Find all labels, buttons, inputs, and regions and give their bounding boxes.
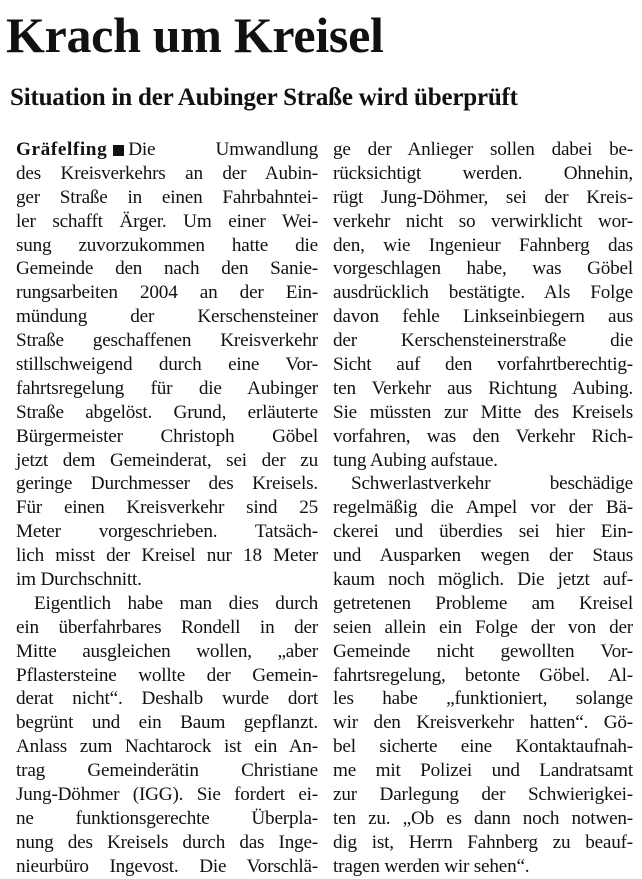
text-line: trag Gemeinderätin Christiane bbox=[16, 760, 318, 782]
text-line: vorfahren, was den Verkehr Rich- bbox=[333, 425, 633, 447]
text-line: der Kerschensteinerstraße die bbox=[333, 330, 633, 352]
text-line: Für einen Kreisverkehr sind 25 bbox=[16, 497, 318, 519]
text-line: rücksichtigt werden. Ohnehin, bbox=[333, 162, 633, 184]
text-line: bel sicherte eine Kontaktaufnah- bbox=[333, 736, 633, 758]
text-line: derat nicht“. Deshalb wurde dort bbox=[16, 688, 318, 710]
first-line bbox=[16, 138, 318, 162]
text-line: nieurbüro Ingevost. Die Vorschlä- bbox=[16, 855, 318, 877]
text-line: kaum noch möglich. Die jetzt auf- bbox=[333, 569, 633, 591]
text-line: ten zu. „Ob es dann noch notwen- bbox=[333, 807, 633, 829]
text-line: Bürgermeister Christoph Göbel bbox=[16, 425, 318, 447]
text-line: ler schafft Ärger. Um einer Wei- bbox=[16, 210, 318, 232]
text-line: fahrtsregelung, betonte Göbel. Al- bbox=[333, 664, 633, 686]
text-line: jetzt dem Gemeinderat, sei der zu bbox=[16, 449, 318, 471]
dateline: Gräfelfing bbox=[16, 139, 108, 160]
text-line: Pflastersteine wollte der Gemein- bbox=[16, 664, 318, 686]
text-line: ger Straße in einen Fahrbahntei- bbox=[16, 186, 318, 208]
subheadline: Situation in der Aubinger Straße wird überprüft bbox=[10, 84, 518, 111]
first-line-text: Die Umwandlung bbox=[128, 139, 318, 160]
headline: Krach um Kreisel bbox=[6, 7, 384, 63]
text-line: vorgeschlagen habe, was Göbel bbox=[333, 258, 633, 280]
text-line: begrünt und ein Baum gepflanzt. bbox=[16, 712, 318, 734]
text-line: Eigentlich habe man dies durch bbox=[34, 592, 318, 614]
text-line: Anlass zum Nachtarock ist ein An- bbox=[16, 736, 318, 758]
text-line: ckerei und überdies sei hier Ein- bbox=[333, 521, 633, 543]
left-column-lines bbox=[16, 162, 318, 879]
right-column bbox=[333, 138, 633, 879]
text-line: Mitte ausgleichen wollen, „aber bbox=[16, 640, 318, 662]
text-line: seien allein ein Folge der von der bbox=[333, 616, 633, 638]
right-column-lines bbox=[333, 138, 633, 879]
text-line: davon fehle Linkseinbiegern aus bbox=[333, 306, 633, 328]
text-line: regelmäßig die Ampel vor der Bä- bbox=[333, 497, 633, 519]
text-line: Straße geschaffenen Kreisverkehr bbox=[16, 330, 318, 352]
text-line: im Durchschnitt. bbox=[16, 569, 142, 591]
text-line: stillschweigend durch eine Vor- bbox=[16, 354, 318, 376]
text-line: und Ausparken wegen der Staus bbox=[333, 545, 633, 567]
text-line: sung zuvorzukommen hatte die bbox=[16, 234, 318, 256]
text-line: getretenen Probleme am Kreisel bbox=[333, 592, 633, 614]
text-line: ne funktionsgerechte Überpla- bbox=[16, 807, 318, 829]
text-line: des Kreisverkehrs an der Aubin- bbox=[16, 162, 318, 184]
text-line: wir den Kreisverkehr hatten“. Gö- bbox=[333, 712, 633, 734]
text-line: me mit Polizei und Landratsamt bbox=[333, 760, 633, 782]
text-line: dig ist, Herrn Fahnberg zu beauf- bbox=[333, 831, 633, 853]
left-column bbox=[16, 138, 318, 879]
text-line: rungsarbeiten 2004 an der Ein- bbox=[16, 282, 318, 304]
text-line: les habe „funktioniert, solange bbox=[333, 688, 633, 710]
text-line: ausdrücklich bestätigte. Als Folge bbox=[333, 282, 633, 304]
text-line: tragen werden wir sehen“. bbox=[333, 855, 530, 877]
text-line: Sicht auf den vorfahrtberechtig- bbox=[333, 354, 633, 376]
text-line: ein überfahrbares Rondell in der bbox=[16, 616, 318, 638]
text-line: verkehr nicht so verwirklicht wor- bbox=[333, 210, 633, 232]
text-line: ten Verkehr aus Richtung Aubing. bbox=[333, 377, 633, 399]
square-bullet-icon bbox=[113, 145, 124, 156]
text-line: Jung-Döhmer (IGG). Sie fordert ei- bbox=[16, 784, 318, 806]
text-line: geringe Durchmesser des Kreisels. bbox=[16, 473, 318, 495]
text-line: tung Aubing aufstaue. bbox=[333, 449, 498, 471]
text-line: fahrtsregelung für die Aubinger bbox=[16, 377, 318, 399]
text-line: mündung der Kerschensteiner bbox=[16, 306, 318, 328]
text-line: Sie müssten zur Mitte des Kreisels bbox=[333, 401, 633, 423]
text-line: rügt Jung-Döhmer, sei der Kreis- bbox=[333, 186, 633, 208]
text-line: den, wie Ingenieur Fahnberg das bbox=[333, 234, 633, 256]
text-line: lich misst der Kreisel nur 18 Meter bbox=[16, 545, 318, 567]
text-line: Schwerlastverkehr beschädige bbox=[351, 473, 633, 495]
text-line: Meter vorgeschrieben. Tatsäch- bbox=[16, 521, 318, 543]
text-line: ge der Anlieger sollen dabei be- bbox=[333, 139, 633, 160]
text-line: Gemeinde den nach den Sanie- bbox=[16, 258, 318, 280]
text-line: nung des Kreisels durch das Inge- bbox=[16, 831, 318, 853]
text-line: Straße abgelöst. Grund, erläuterte bbox=[16, 401, 318, 423]
text-line: Gemeinde nicht gewollten Vor- bbox=[333, 640, 633, 662]
text-line: zur Darlegung der Schwierigkei- bbox=[333, 784, 633, 806]
